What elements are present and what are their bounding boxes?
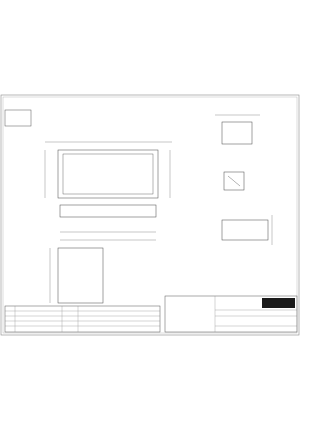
sheet-frame [1,95,299,335]
samtec-logo [262,298,295,308]
